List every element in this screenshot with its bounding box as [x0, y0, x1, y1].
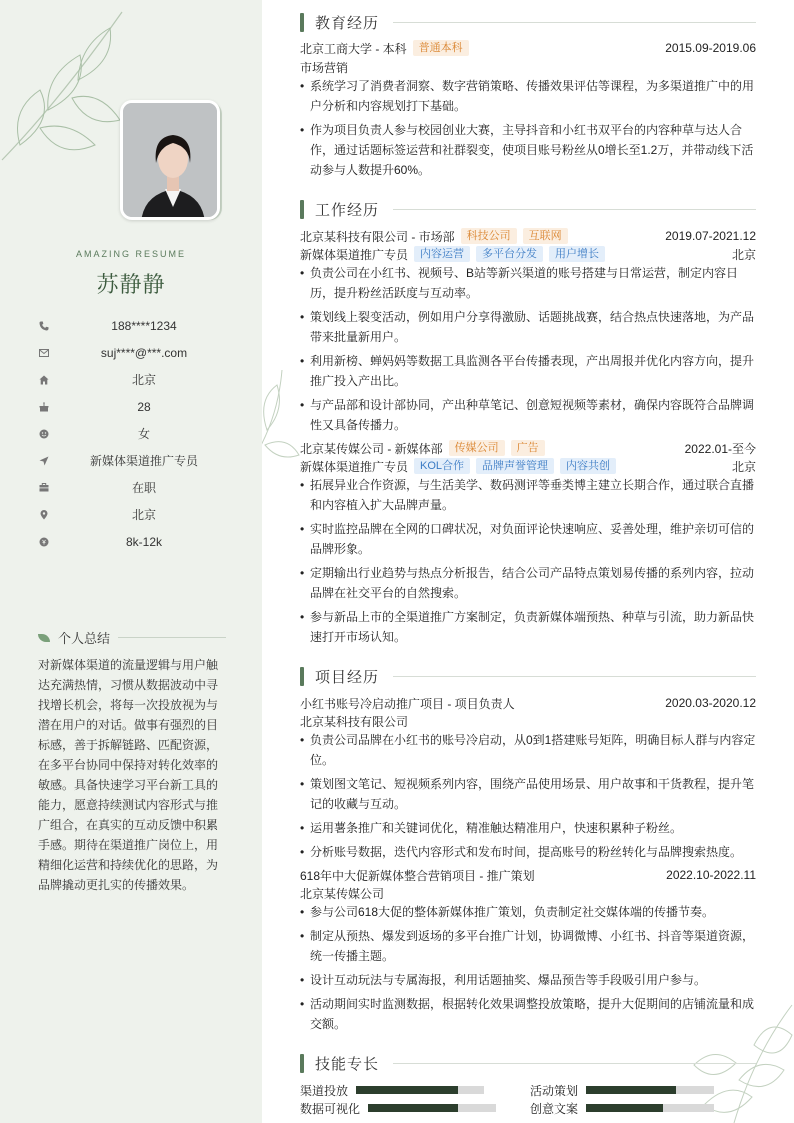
section-marker	[300, 1054, 304, 1073]
skill-name: 数据可视化	[300, 1101, 361, 1116]
major-name: 市场营销	[300, 60, 349, 75]
home-text: 北京	[131, 373, 156, 387]
company-name: 北京某传媒公司 - 新媒体部	[300, 441, 443, 456]
section-education	[300, 12, 756, 33]
skill-name: 创意文案	[530, 1101, 579, 1116]
summary-title: 个人总结	[58, 631, 111, 646]
skill-tag: 内容运营	[414, 246, 470, 262]
section-title: 项目经历	[315, 669, 380, 686]
info-gender	[36, 420, 236, 447]
list-item: • 参与公司618大促的整体新媒体推广策划，负责制定社交媒体端的传播节奏。	[300, 902, 756, 922]
company-tag: 广告	[511, 440, 545, 456]
job-header	[300, 439, 756, 457]
skill-item	[530, 1082, 714, 1098]
job-role-row	[300, 457, 756, 475]
list-item: • 作为项目负责人参与校园创业大赛，主导抖音和小红书双平台的内容种草与达人合作，通过话题标签运营和社群裂变，使项目账号粉丝从0增长至1.2万，并带动线下活动参与人数提升60%。	[300, 120, 756, 180]
info-age	[36, 393, 236, 420]
skill-item	[530, 1100, 714, 1116]
project-org-row	[300, 712, 756, 730]
sidebar	[0, 0, 262, 1123]
list-item: • 设计互动玩法与专属海报，利用话题抽奖、爆品预告等手段吸引用户参与。	[300, 970, 756, 990]
job-role: 新媒体渠道推广专员	[300, 459, 409, 474]
avatar	[120, 100, 220, 220]
project-org-row	[300, 884, 756, 902]
section-marker	[300, 667, 304, 686]
job-role-row	[300, 245, 756, 263]
home-icon	[36, 374, 52, 386]
job-city: 北京	[731, 459, 756, 474]
project-header	[300, 694, 756, 712]
salary-icon	[36, 536, 52, 548]
degree-tag: 普通本科	[413, 40, 469, 56]
mail-icon	[36, 347, 52, 359]
info-home	[36, 366, 236, 393]
main-content	[262, 0, 794, 1123]
info-email	[36, 339, 236, 366]
section-title: 教育经历	[315, 15, 380, 32]
section-projects	[300, 666, 756, 687]
skill-name: 渠道投放	[300, 1083, 349, 1098]
contact-info-list	[36, 312, 236, 555]
status-text: 在职	[131, 481, 156, 495]
list-item: • 活动期间实时监测数据，根据转化效果调整投放策略，提升大促期间的店铺流量和成交额。	[300, 994, 756, 1034]
list-item: • 实时监控品牌在全网的口碑状况，对负面评论快速响应、妥善处理，维护亲切可信的品牌形象。	[300, 519, 756, 559]
skill-bar	[356, 1086, 484, 1094]
skill-tag: KOL合作	[414, 458, 470, 474]
leaf-decoration-icon	[0, 10, 140, 170]
skill-fill	[356, 1086, 458, 1094]
divider	[118, 637, 226, 638]
company-name: 北京某科技有限公司 - 市场部	[300, 229, 455, 244]
education-major	[300, 58, 756, 76]
project-name: 618年中大促新媒体整合营销项目 - 推广策划	[300, 868, 535, 883]
company-tag: 互联网	[523, 228, 568, 244]
skill-tag: 多平台分发	[476, 246, 543, 262]
project-org: 北京某传媒公司	[300, 886, 385, 901]
email-text: suj****@***.com	[100, 345, 188, 360]
section-title: 工作经历	[315, 202, 380, 219]
skill-fill	[586, 1086, 676, 1094]
section-title: 技能专长	[315, 1056, 380, 1073]
divider	[393, 22, 756, 23]
education-header	[300, 39, 756, 57]
photo-frame	[122, 102, 222, 220]
list-item: • 与产品部和设计部协同，产出种草笔记、创意短视频等素材，确保内容既符合品牌调性又具备传播力。	[300, 395, 756, 435]
info-status	[36, 474, 236, 501]
list-item: • 运用薯条推广和关键词优化，精准触达精准用户，快速积累种子粉丝。	[300, 818, 756, 838]
info-location	[36, 501, 236, 528]
skill-fill	[586, 1104, 663, 1112]
school-name: 北京工商大学 - 本科	[300, 41, 407, 56]
company-tag: 传媒公司	[449, 440, 505, 456]
gender-icon	[36, 428, 52, 440]
company-tag: 科技公司	[461, 228, 517, 244]
list-item: • 制定从预热、爆发到返场的多平台推广计划，协调微博、小红书、抖音等渠道资源，统一传播主题。	[300, 926, 756, 966]
skill-bar	[586, 1104, 714, 1112]
salary-text: 8k-12k	[125, 534, 163, 549]
skill-bar	[586, 1086, 714, 1094]
date-range: 2015.09-2019.06	[665, 41, 756, 55]
project-org: 北京某科技有限公司	[300, 714, 409, 729]
project-name: 小红书账号冷启动推广项目 - 项目负责人	[300, 696, 515, 711]
project-header	[300, 866, 756, 884]
section-marker	[300, 200, 304, 219]
date-range: 2019.07-2021.12	[665, 229, 756, 243]
summary-text: 对新媒体渠道的流量逻辑与用户触达充满热情，习惯从数据波动中寻找增长机会，将每一次投放视为与潜在用户的对话。做事有强烈的目标感，善于拆解链路、匹配资源，在多平台协同中保持对转化效率的敏感。具备快速学习平台新工具的能力，愿意持续测试内容形式与推广组合，在真实的互动反馈中积累手感。期待在渠道推广岗位上，用精细化运营和持续优化的思路，为品牌撬动更扎实的传播效果。	[38, 658, 219, 892]
section-marker	[300, 13, 304, 32]
info-phone	[36, 312, 236, 339]
skill-name: 活动策划	[530, 1083, 579, 1098]
list-item: • 策划图文笔记、短视频系列内容，围绕产品使用场景、用户故事和干货教程，提升笔记的收藏与互动。	[300, 774, 756, 814]
info-salary	[36, 528, 236, 555]
divider	[393, 1063, 756, 1064]
list-item: • 负责公司在小红书、视频号、B站等新兴渠道的账号搭建与日常运营，制定内容日历，提升粉丝活跃度与互动率。	[300, 263, 756, 303]
date-range: 2020.03-2020.12	[665, 696, 756, 710]
list-item: • 负责公司品牌在小红书的账号冷启动，从0到1搭建账号矩阵，明确目标人群与内容定位。	[300, 730, 756, 770]
skill-bar	[368, 1104, 496, 1112]
job-role: 新媒体渠道推广专员	[300, 247, 409, 262]
gender-text: 女	[137, 427, 150, 441]
skill-fill	[368, 1104, 458, 1112]
location-pin-icon	[36, 509, 52, 521]
info-position	[36, 447, 236, 474]
job-city: 北京	[731, 247, 756, 262]
skill-item	[300, 1082, 484, 1098]
position-text: 新媒体渠道推广专员	[89, 454, 198, 468]
section-skills	[300, 1053, 756, 1074]
skill-item	[300, 1100, 496, 1116]
skill-tag: 内容共创	[560, 458, 616, 474]
phone-text: 188****1234	[111, 318, 177, 333]
leaf-icon	[38, 634, 50, 642]
location-text: 北京	[131, 508, 156, 522]
summary-heading	[38, 628, 226, 647]
list-item: • 系统学习了消费者洞察、数字营销策略、传播效果评估等课程，为多渠道推广中的用户分析和内容规划打下基础。	[300, 76, 756, 116]
briefcase-icon	[36, 482, 52, 494]
candidate-name: 苏静静	[96, 272, 166, 297]
cake-icon	[36, 401, 52, 413]
date-range: 2022.01-至今	[684, 441, 756, 456]
list-item: • 策划线上裂变活动，例如用户分享得激励、话题挑战赛，结合热点快速落地，为产品带来批量新用户。	[300, 307, 756, 347]
skill-tag: 用户增长	[549, 246, 605, 262]
list-item: • 利用新榜、蝉妈妈等数据工具监测各平台传播表现，产出周报并优化内容方向，提升推广投入产出比。	[300, 351, 756, 391]
divider	[393, 209, 756, 210]
tagline: AMAZING RESUME	[75, 249, 186, 259]
list-item: • 参与新品上市的全渠道推广方案制定，负责新媒体端预热、种草与引流，助力新品快速打开市场认知。	[300, 607, 756, 647]
list-item: • 拓展异业合作资源，与生活美学、数码测评等垂类博主建立长期合作，通过联合直播和内容植入扩大品牌声量。	[300, 475, 756, 515]
job-header	[300, 227, 756, 245]
phone-icon	[36, 320, 52, 332]
age-text: 28	[137, 399, 151, 414]
skill-tag: 品牌声誉管理	[476, 458, 554, 474]
section-work	[300, 199, 756, 220]
list-item: • 分析账号数据，迭代内容形式和发布时间，提高账号的粉丝转化与品牌搜索热度。	[300, 842, 756, 862]
send-icon	[36, 455, 52, 467]
list-item: • 定期输出行业趋势与热点分析报告，结合公司产品特点策划易传播的系列内容，拉动品牌在社交平台的自然搜索。	[300, 563, 756, 603]
divider	[393, 676, 756, 677]
date-range: 2022.10-2022.11	[666, 868, 756, 882]
